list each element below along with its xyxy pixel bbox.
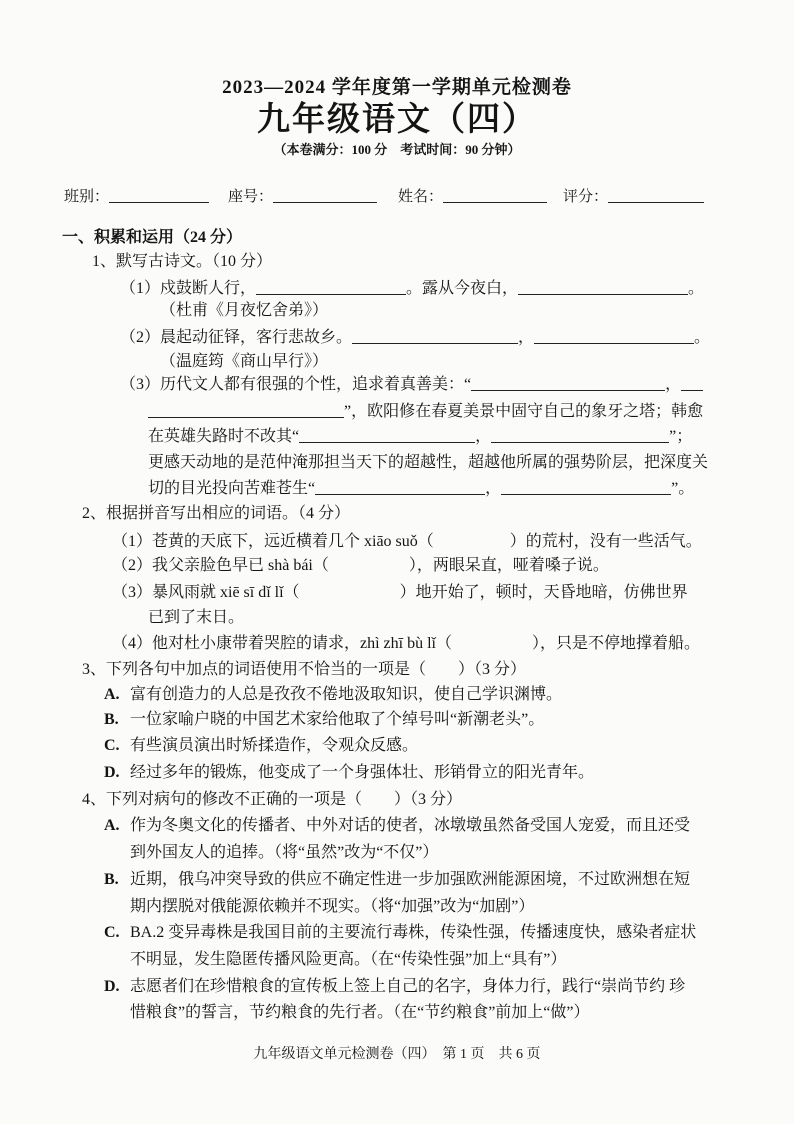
q3-stem: 3、下列各句中加点的词语使用不恰当的一项是（ ）（3 分） bbox=[82, 661, 527, 678]
q4-stem: 4、下列对病句的修改不正确的一项是（ ）（3 分） bbox=[82, 791, 463, 808]
exam-title-main: 九年级语文（四） bbox=[257, 102, 537, 138]
q2-item-3-cont: 已到了末日。 bbox=[148, 609, 245, 626]
q1-item-3-line-2 bbox=[148, 402, 703, 422]
seat-label: 座号： bbox=[228, 189, 274, 205]
answer-blank bbox=[109, 187, 209, 203]
answer-blank bbox=[608, 187, 704, 203]
page-footer: 九年级语文单元检测卷（四） 第 1 页 共 6 页 bbox=[253, 1047, 541, 1062]
q1-item-2-lead: （2）晨起动征铎，客行悲故乡。 bbox=[120, 329, 353, 346]
q1-item-2-end: 。 bbox=[694, 329, 711, 346]
q2-item-2-end: ），两眼呆直，哑着嗓子说。 bbox=[408, 557, 609, 574]
q4-option-b-cont: 期内摆脱对俄能源依赖并不现实。（将“加强”改为“加剧”） bbox=[130, 898, 535, 915]
answer-blank bbox=[256, 279, 406, 295]
q4-option-c bbox=[104, 923, 696, 943]
option-label: B. bbox=[104, 711, 119, 728]
q1-item-1-mid: 。露从今夜白， bbox=[406, 280, 519, 297]
option-label: C. bbox=[104, 924, 120, 941]
q1-item-3-line-5-end: ”。 bbox=[671, 480, 695, 497]
answer-blank bbox=[299, 427, 475, 443]
answer-blank bbox=[681, 375, 703, 391]
option-label: D. bbox=[104, 978, 120, 995]
q2-item-2-lead: （2）我父亲脸色早已 shà bái（ bbox=[112, 557, 329, 574]
option-text: BA.2 变异毒株是我国目前的主要流行毒株，传染性强，传播速度快，感染者症状 bbox=[130, 924, 697, 941]
q3-option-d bbox=[104, 763, 594, 783]
q2-item-3-end: ）地开始了，顿时，天昏地暗，仿佛世界 bbox=[399, 584, 688, 601]
option-text: 经过多年的锻炼，他变成了一个身强体壮、形销骨立的阳光青年。 bbox=[130, 764, 595, 781]
q3-option-c bbox=[104, 736, 418, 756]
q4-option-d-cont: 惜粮食”的誓言，节约粮食的先行者。（在“节约粮食”前加上“做”） bbox=[130, 1004, 590, 1021]
q4-option-c-cont: 不明显，发生隐匿传播风险更高。（在“传染性强”加上“具有”） bbox=[130, 951, 567, 968]
q4-option-d bbox=[104, 977, 685, 997]
option-text: 志愿者们在珍惜粮食的宣传板上签上自己的名字，身体力行，践行“崇尚节约 珍 bbox=[130, 978, 686, 995]
q4-option-b bbox=[104, 870, 690, 890]
q2-item-1-lead: （1）苍黄的天底下，远近横着几个 xiāo suǒ（ bbox=[112, 533, 434, 550]
q2-item-4-end: ），只是不停地撑着船。 bbox=[532, 635, 701, 652]
q1-item-3-lead: （3）历代文人都有很强的个性，追求着真善美：“ bbox=[120, 376, 472, 393]
score-field bbox=[563, 187, 704, 207]
q1-item-3-line-5-comma: ， bbox=[485, 480, 502, 497]
q2-item-2 bbox=[112, 556, 609, 576]
answer-blank bbox=[491, 427, 669, 443]
q1-item-3-line-3-comma: ， bbox=[475, 428, 492, 445]
q4-option-a bbox=[104, 816, 690, 836]
answer-blank bbox=[443, 187, 547, 203]
q1-item-2 bbox=[120, 328, 710, 348]
q1-item-1 bbox=[120, 279, 704, 299]
exam-subtitle: （本卷满分：100 分 考试时间：90 分钟） bbox=[273, 142, 521, 157]
option-text: 作为冬奥文化的传播者、中外对话的使者，冰墩墩虽然备受国人宠爱，而且还受 bbox=[130, 817, 691, 834]
option-text: 一位家喻户晓的中国艺术家给他取了个绰号叫“新潮老头”。 bbox=[130, 711, 545, 728]
answer-blank bbox=[352, 328, 518, 344]
exam-title-year: 2023—2024 学年度第一学期单元检测卷 bbox=[222, 77, 572, 98]
answer-blank bbox=[518, 279, 688, 295]
option-label: C. bbox=[104, 737, 120, 754]
q3-option-b bbox=[104, 710, 544, 730]
class-label: 班别： bbox=[64, 189, 110, 205]
seat-field bbox=[228, 187, 377, 207]
q3-option-a bbox=[104, 685, 562, 705]
q2-item-4 bbox=[112, 634, 700, 654]
option-text: 有些演员演出时矫揉造作，令观众反感。 bbox=[130, 737, 419, 754]
name-field bbox=[398, 187, 547, 207]
q1-item-1-end: 。 bbox=[688, 280, 705, 297]
option-text: 富有创造力的人总是孜孜不倦地汲取知识，使自己学识渊博。 bbox=[130, 686, 563, 703]
answer-blank bbox=[471, 375, 665, 391]
answer-blank bbox=[148, 402, 344, 418]
option-label: D. bbox=[104, 764, 120, 781]
q2-item-1 bbox=[112, 532, 702, 552]
class-field bbox=[64, 187, 209, 207]
q1-item-3-line-5 bbox=[148, 479, 694, 499]
section-title: 一、积累和运用（24 分） bbox=[62, 229, 243, 246]
name-label: 姓名： bbox=[398, 189, 444, 205]
q1-item-3-line-4: 更感天动地的是范仲淹那担当天下的超越性，超越他所属的强势阶层，把深度关 bbox=[148, 454, 709, 471]
q1-item-1-source: （杜甫《月夜忆舍弟》） bbox=[160, 302, 329, 319]
q1-stem: 1、默写古诗文。（10 分） bbox=[92, 253, 273, 270]
q1-item-3-line-3 bbox=[148, 427, 692, 447]
q1-item-1-lead: （1）戍鼓断人行， bbox=[120, 280, 257, 297]
option-label: A. bbox=[104, 817, 120, 834]
q1-item-3-comma: ， bbox=[665, 376, 682, 393]
answer-blank bbox=[534, 328, 694, 344]
q1-item-2-mid: ， bbox=[518, 329, 535, 346]
option-text: 近期，俄乌冲突导致的供应不确定性进一步加强欧洲能源困境，不过欧洲想在短 bbox=[130, 871, 691, 888]
q1-item-3-line-3-end: ”； bbox=[669, 428, 693, 445]
q2-item-4-lead: （4）他对杜小康带着哭腔的请求，zhì zhī bù lǐ（ bbox=[112, 635, 452, 652]
q1-item-3-line-5-lead: 切的目光投向苦难苍生“ bbox=[148, 480, 316, 497]
q1-item-3-line-3-lead: 在英雄失路时不改其“ bbox=[148, 428, 300, 445]
q2-item-1-end: ）的荒村，没有一些活气。 bbox=[509, 533, 702, 550]
answer-blank bbox=[273, 187, 377, 203]
q2-stem: 2、根据拼音写出相应的词语。（4 分） bbox=[82, 505, 351, 522]
option-label: B. bbox=[104, 871, 119, 888]
answer-blank bbox=[315, 479, 485, 495]
q2-item-3 bbox=[112, 583, 688, 603]
q4-option-a-cont: 到外国友人的追捧。（将“虽然”改为“不仅”） bbox=[130, 844, 439, 861]
option-label: A. bbox=[104, 686, 120, 703]
q2-item-3-lead: （3）暴风雨就 xiē sī dǐ lǐ（ bbox=[112, 584, 300, 601]
q1-item-3-line-2-text: ”，欧阳修在春夏美景中固守自己的象牙之塔；韩愈 bbox=[344, 403, 704, 420]
score-label: 评分： bbox=[563, 189, 609, 205]
q1-item-3-line-1 bbox=[120, 375, 703, 395]
q1-item-2-source: （温庭筠《商山早行》） bbox=[160, 353, 329, 370]
answer-blank bbox=[501, 479, 671, 495]
